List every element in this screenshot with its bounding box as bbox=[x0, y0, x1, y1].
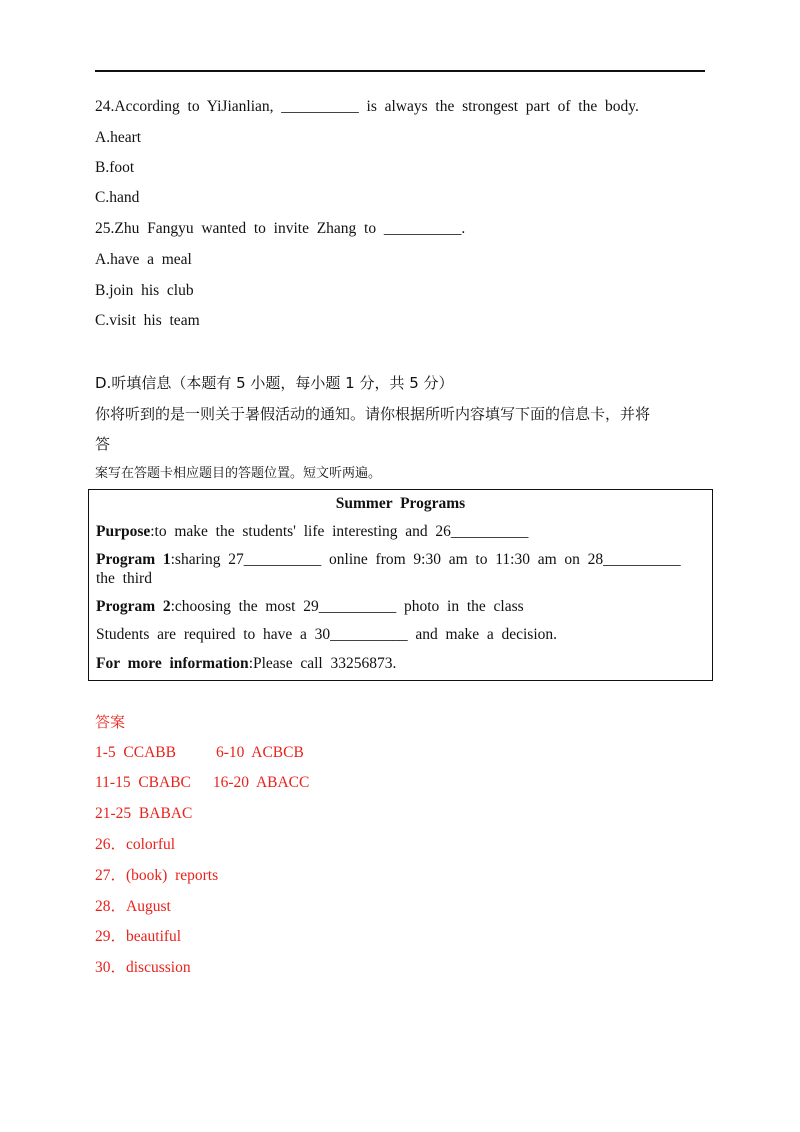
card-info bbox=[96, 654, 705, 673]
section-d-instruction-3: 案写在答题卡相应题目的答题位置。短文听两遍。 bbox=[95, 466, 382, 481]
card-purpose-label: Purpose bbox=[96, 523, 151, 540]
question-24-option-b: B.foot bbox=[95, 159, 135, 176]
answers-6-10: 6-10 ACBCB bbox=[215, 744, 304, 761]
section-d-instruction-2: 答 bbox=[95, 435, 111, 453]
question-25-stem: 25.Zhu Fangyu wanted to invite Zhang to __________. bbox=[95, 220, 466, 237]
card-program-2-text: :choosing the most 29__________ photo in the class bbox=[170, 598, 524, 615]
card-purpose bbox=[96, 522, 705, 541]
card-program-2 bbox=[96, 597, 705, 616]
answers-row-1 bbox=[95, 743, 304, 763]
summer-programs-card bbox=[88, 489, 713, 681]
answers-row-2 bbox=[95, 773, 309, 793]
card-program-1-label: Program 1 bbox=[96, 551, 171, 568]
question-25-option-a: A.have a meal bbox=[95, 251, 192, 268]
answer-29: 29．beautiful bbox=[95, 928, 182, 945]
answer-26: 26．colorful bbox=[95, 836, 176, 853]
answer-27: 27．(book) reports bbox=[95, 867, 219, 884]
answers-heading: 答案 bbox=[95, 713, 126, 731]
answers-21-25: 21-25 BABAC bbox=[95, 805, 193, 822]
top-rule bbox=[95, 70, 705, 72]
section-d-instruction-1: 你将听到的是一则关于暑假活动的通知。请你根据所听内容填写下面的信息卡，并将 bbox=[95, 405, 651, 423]
answers-11-15: 11-15 CBABC bbox=[95, 774, 191, 791]
question-24-option-a: A.heart bbox=[95, 129, 142, 146]
card-program-1-text: :sharing 27__________ online from 9:30 am to 11:30 am on 28__________ the third bbox=[96, 551, 689, 587]
question-25-option-c: C.visit his team bbox=[95, 312, 200, 329]
answer-30: 30．discussion bbox=[95, 959, 191, 976]
card-info-text: :Please call 33256873. bbox=[248, 655, 397, 672]
card-students: Students are required to have a 30__________ and make a decision. bbox=[96, 626, 558, 643]
card-title: Summer Programs bbox=[335, 495, 466, 512]
answer-28: 28．August bbox=[95, 898, 171, 915]
card-program-2-label: Program 2 bbox=[96, 598, 171, 615]
section-d-heading: D.听填信息（本题有 5 小题，每小题 1 分，共 5 分） bbox=[95, 374, 454, 392]
card-program-1 bbox=[96, 550, 705, 588]
question-25-option-b: B.join his club bbox=[95, 282, 194, 299]
question-24-option-c: C.hand bbox=[95, 189, 140, 206]
question-24-stem: 24.According to YiJianlian, __________ is always the strongest part of the body. bbox=[95, 98, 639, 115]
card-purpose-text: :to make the students' life interesting and 26__________ bbox=[150, 523, 529, 540]
answers-16-20: 16-20 ABACC bbox=[212, 774, 310, 791]
card-info-label: For more information bbox=[96, 655, 249, 672]
answers-1-5: 1-5 CCABB bbox=[95, 744, 176, 761]
